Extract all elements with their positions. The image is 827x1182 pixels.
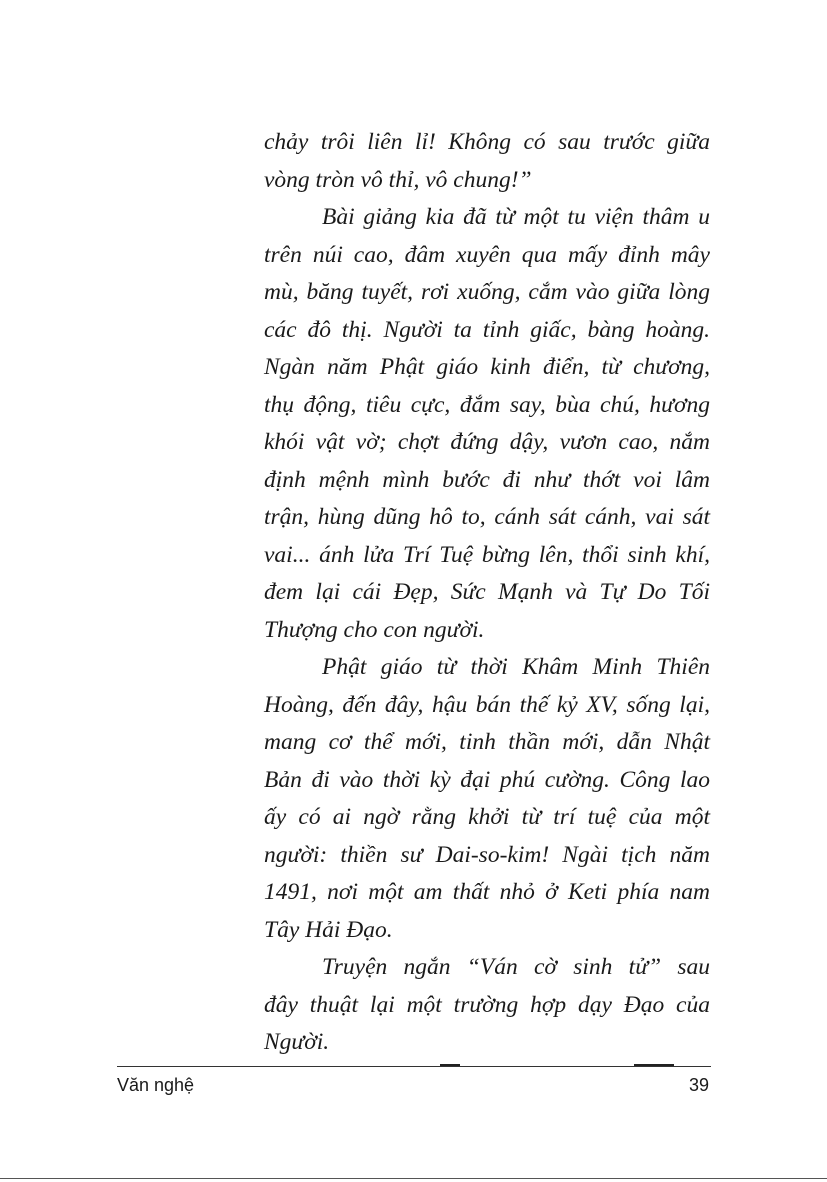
text-line: Bản đi vào thời kỳ đại phú cường. Công lao	[264, 766, 710, 793]
text-line: ấy có ai ngờ rằng khởi từ trí tuệ của một	[264, 804, 710, 830]
text-line: Truyện ngắn “Ván cờ sinh tử” sau	[322, 954, 710, 980]
text-line: khói vật vờ; chợt đứng dậy, vươn cao, nắm	[264, 429, 710, 455]
text-line: Ngàn năm Phật giáo kinh điển, từ chương,	[264, 354, 710, 380]
footer-rule-mark	[440, 1064, 460, 1066]
text-line: Hoàng, đến đây, hậu bán thế kỷ XV, sống lại,	[264, 691, 710, 718]
footer-rule-mark	[634, 1064, 674, 1066]
text-line: mang cơ thể mới, tinh thần mới, dẫn Nhật	[264, 729, 710, 755]
text-line: trên núi cao, đâm xuyên qua mấy đỉnh mây	[264, 241, 710, 268]
text-line: Phật giáo từ thời Khâm Minh Thiên	[322, 654, 710, 680]
paragraph-1	[264, 124, 710, 199]
paragraph-3	[264, 649, 710, 949]
paragraph-4	[264, 949, 710, 1062]
text-line: đây thuật lại một trường hợp dạy Đạo của	[264, 991, 710, 1018]
running-footer-title: Văn nghệ	[117, 1075, 195, 1095]
text-line: 1491, nơi một am thất nhỏ ở Keti phía nam	[264, 879, 710, 905]
footer-divider	[117, 1066, 711, 1067]
page-bottom-edge	[0, 1178, 827, 1179]
page-number: 39	[688, 1075, 709, 1095]
text-line: đem lại cái Đẹp, Sức Mạnh và Tự Do Tối	[264, 579, 710, 605]
text-line: vòng tròn vô thỉ, vô chung!”	[264, 166, 532, 193]
text-line: Thượng cho con người.	[264, 616, 485, 643]
text-line: mù, băng tuyết, rơi xuống, cắm vào giữa lòng	[264, 279, 710, 305]
paragraph-2	[264, 199, 710, 649]
text-line: Người.	[264, 1029, 330, 1055]
text-line: Tây Hải Đạo.	[264, 916, 393, 943]
text-line: Bài giảng kia đã từ một tu viện thâm u	[322, 204, 710, 230]
text-line: chảy trôi liên lỉ! Không có sau trước giữa	[264, 129, 710, 155]
text-line: các đô thị. Người ta tỉnh giấc, bàng hoàng.	[264, 316, 710, 343]
text-line: trận, hùng dũng hô to, cánh sát cánh, vai sát	[264, 504, 710, 530]
text-line: thụ động, tiêu cực, đắm say, bùa chú, hương	[264, 391, 710, 418]
text-line: định mệnh mình bước đi như thớt voi lâm	[264, 466, 710, 493]
text-line: người: thiền sư Dai-so-kim! Ngài tịch năm	[264, 841, 710, 868]
text-line: vai... ánh lửa Trí Tuệ bừng lên, thổi sinh khí,	[264, 541, 710, 568]
body-text	[264, 124, 710, 1062]
